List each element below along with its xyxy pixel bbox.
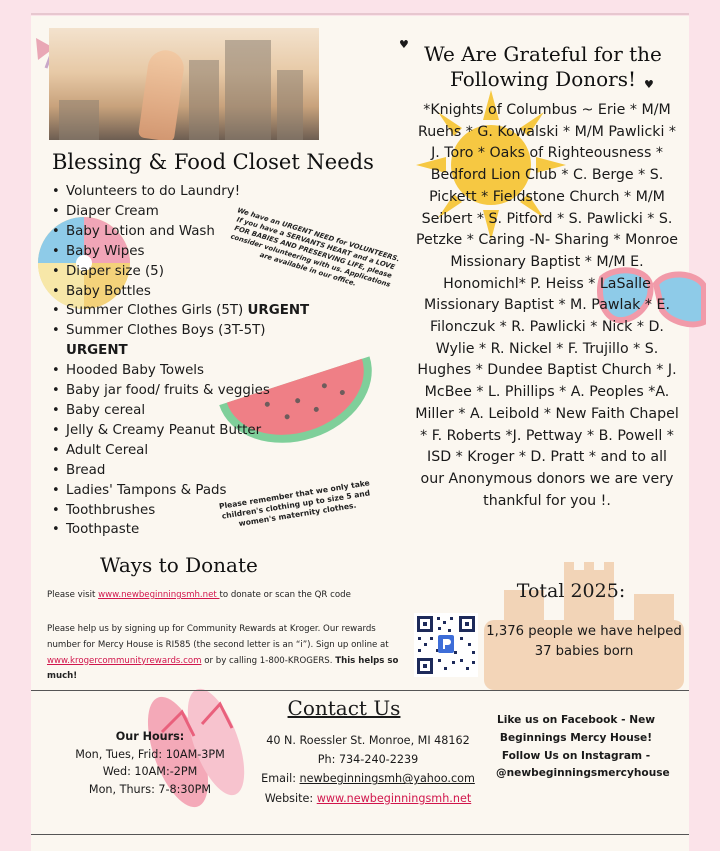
donors-list: *Knights of Columbus ~ Erie * M/M Ruehs * G. Kowalski * M/M Pawlicki * J. Toro * Oaks of Righteousness * Bedford Lion Club * C. Berge * S. Pickett * Fieldstone Church * M/M Seibert * S. Pitford * S. Pawlicki * S. Petzke * Caring -N- Sharing * Monroe Missionary Baptist * M/M E. Honomichl* P. Heiss * LaSalle Missionary Baptist * M. Pawlak * E. Filonczuk * R. Pawlicki * Nick * D. Wylie * R. Nickel * F. Trujillo * S. Hughes * Dundee Baptist Church * J. McBee * L. Phillips * A. Peoples *A. Miller * A. Leibold * New Faith Chapel * F. Roberts *J. Pettway * B. Powell * ISD * Kroger * D. Pratt * and to all our Anonymous donors we are very thankful for you !.: [415, 102, 679, 509]
kroger-rewards-text: Please help us by signing up for Community Rewards at Kroger. Our rewards number for Mercy House is RI585 (the second letter is an “i”). Sign up online at www.krogercommunityrewards.com or by calling 1-800-KROGERS. This helps so much!: [47, 624, 399, 682]
urgent-label: URGENT: [66, 343, 128, 359]
list-item: • Baby Lotion and Wash: [52, 222, 322, 242]
hours-block: [60, 728, 240, 798]
website-link[interactable]: www.newbeginningsmh.net: [98, 590, 220, 600]
section-divider: [31, 690, 689, 691]
total-stats: [484, 622, 684, 662]
donate-visit-text: Please visit www.newbeginningsmh.net to donate or scan the QR code: [47, 590, 351, 600]
list-item: • Summer Clothes Girls (5T) URGENT: [52, 301, 322, 321]
email-link[interactable]: newbeginningsmh@yahoo.com: [299, 772, 475, 786]
list-item: • Jelly & Creamy Peanut Butter: [52, 421, 322, 441]
website-line: Website: www.newbeginningsmh.net: [264, 791, 472, 805]
top-strip: [31, 0, 689, 14]
email-line: Email: newbeginningsmh@yahoo.com: [261, 772, 475, 786]
list-item: • Diaper Cream: [52, 202, 322, 222]
website-link[interactable]: www.newbeginningsmh.net: [316, 791, 472, 805]
hours-line: Mon, Tues, Frid: 10AM-3PM: [75, 747, 225, 761]
list-item: • Hooded Baby Towels: [52, 361, 322, 381]
needs-title: Blessing & Food Closet Needs: [52, 150, 374, 174]
ways-to-donate-title: Ways to Donate: [100, 553, 258, 577]
list-item: • Baby jar food/ fruits & veggies: [52, 381, 322, 401]
address: 40 N. Roessler St. Monroe, MI 48162: [266, 734, 470, 747]
heart-icon: ♥: [644, 78, 654, 91]
heart-icon: ♥: [399, 38, 409, 51]
people-helped: 1,376 people we have helped: [486, 624, 682, 639]
hours-title: Our Hours:: [115, 730, 185, 743]
list-item: • Diaper size (5): [52, 262, 322, 282]
list-item: • Volunteers to do Laundry!: [52, 182, 322, 202]
list-item: • Ladies' Tampons & Pads: [52, 481, 322, 501]
qr-code-icon[interactable]: [414, 613, 478, 677]
list-item: • Toothbrushes: [52, 501, 322, 521]
top-rule: [31, 13, 689, 15]
social-block: [496, 712, 670, 783]
volunteer-note: We have an URGENT NEED for VOLUNTEERS. If you have a SERVANTS HEART and a LOVE FOR BABIES AND PRESERVING LIFE, please consider volunteering with us. Applications are available in our office.: [229, 206, 401, 289]
kroger-link[interactable]: www.krogercommunityrewards.com: [47, 655, 202, 666]
list-item: • Baby Bottles: [52, 282, 322, 302]
list-item: • Baby cereal: [52, 401, 322, 421]
hours-line: Wed: 10AM:-2PM: [102, 765, 198, 779]
list-item: • Toothpaste: [52, 520, 322, 540]
hours-line: Mon, Thurs: 7-8:30PM: [88, 782, 212, 796]
bottom-rule: [31, 834, 689, 835]
contact-title: Contact Us: [287, 696, 401, 720]
total-title: Total 2025:: [516, 580, 626, 602]
contact-block: [250, 731, 486, 808]
list-item: • Summer Clothes Boys (3T-5T) URGENT: [52, 321, 322, 361]
list-item: • Baby Wipes: [52, 242, 322, 262]
facebook-text: Like us on Facebook - New Beginnings Mercy House!: [496, 714, 656, 744]
donors-title: We Are Grateful for the Following Donors!: [424, 42, 662, 91]
praying-hands-photo: [49, 28, 319, 140]
list-item: • Adult Cereal: [52, 441, 322, 461]
list-item: • Bread: [52, 461, 322, 481]
instagram-text: Follow Us on Instagram - @newbeginningsmercyhouse: [496, 749, 670, 780]
urgent-label: URGENT: [247, 303, 310, 319]
clothing-note: Please remember that we only take children's clothing up to size 5 and women's maternity clothes.: [218, 478, 371, 529]
phone: Ph: 734-240-2239: [317, 753, 419, 767]
babies-born: 37 babies born: [534, 644, 634, 659]
